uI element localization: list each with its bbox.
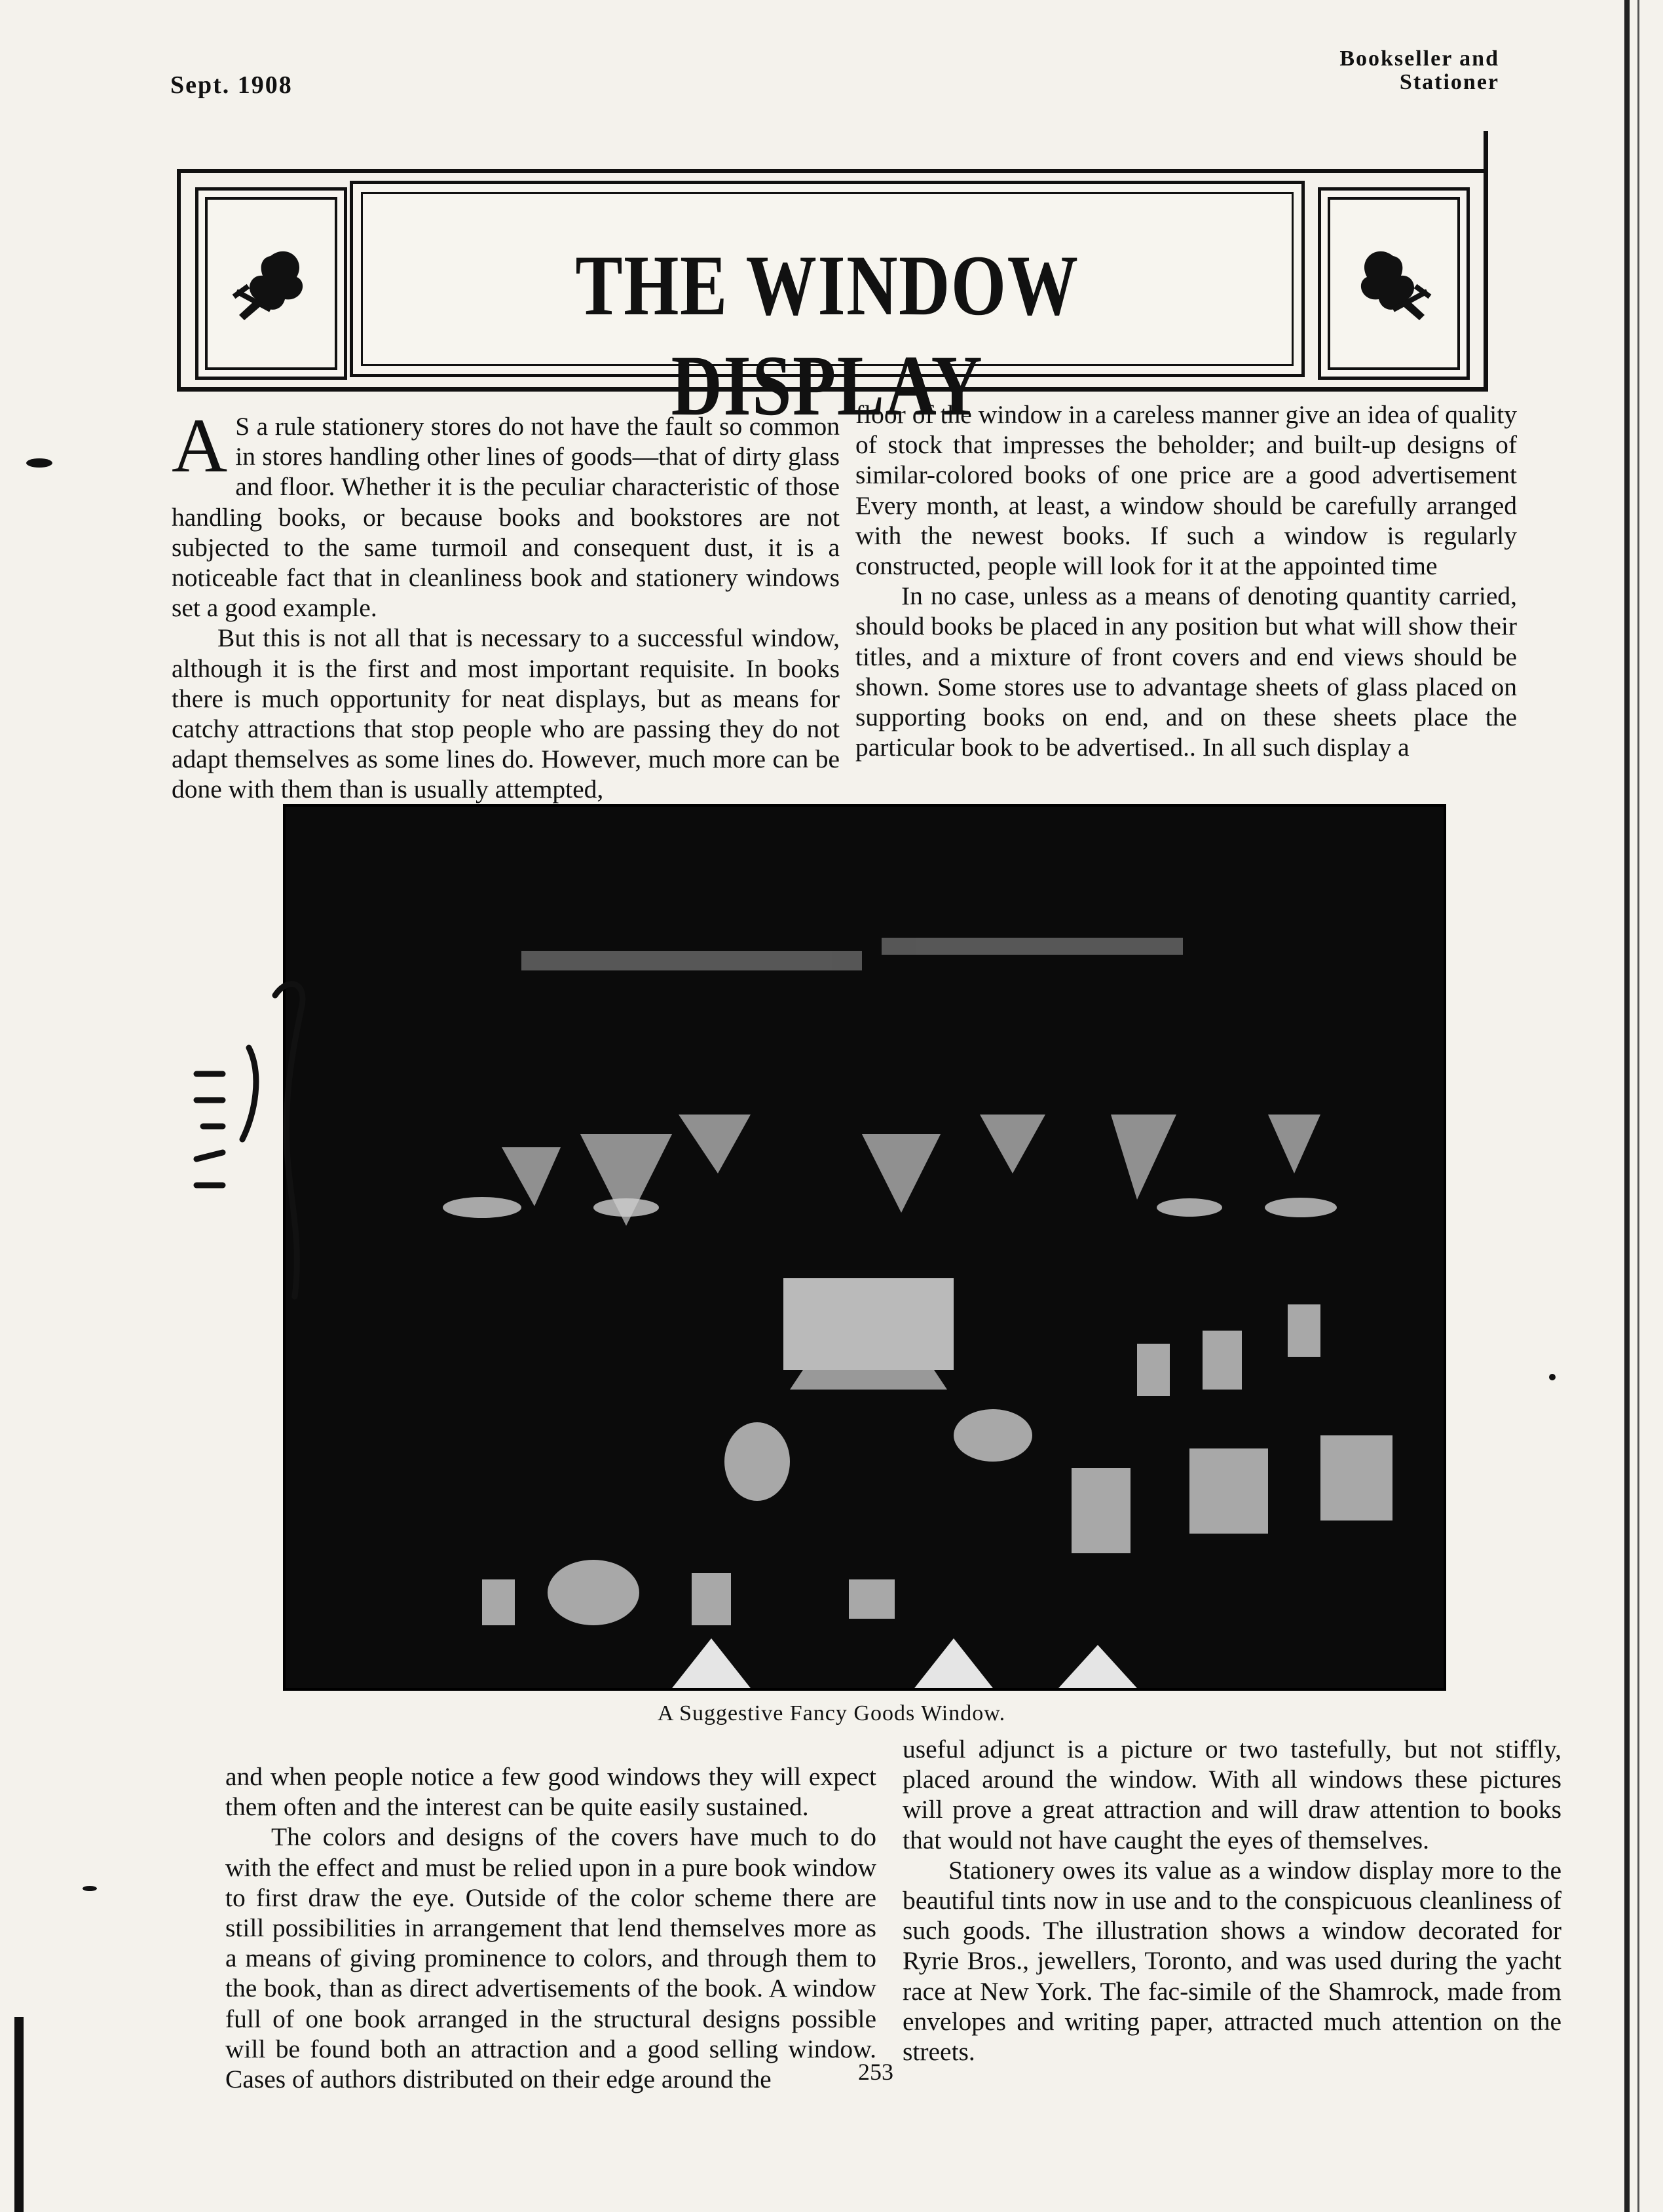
- article-column-top-right: [855, 399, 1517, 762]
- publication-name: [1339, 47, 1499, 94]
- photo-illustration: [286, 807, 1444, 1688]
- banner-top-rule: [177, 169, 1488, 173]
- scan-speck: [1549, 1374, 1556, 1380]
- publication-name-line2: Stationer: [1399, 69, 1499, 94]
- article-paragraph: floor of the window in a careless manner give an idea of quality of stock that impresses the beholder; and built-up designs of similar-colored books of one price are a good advertisement Every month, at least, a window should be carefully arranged with the newest books. If such a window is regularly constructed, people will look for it at the appointed time: [855, 400, 1517, 581]
- title-banner: [177, 131, 1488, 433]
- handwritten-annotation: [151, 969, 373, 1336]
- page-title: THE WINDOW DISPLAY: [575, 237, 1079, 433]
- article-column-bottom-right: [903, 1734, 1561, 2067]
- scan-speck: [83, 1886, 97, 1891]
- article-column-top-left: [172, 403, 840, 805]
- shamrock-ornament-icon: [225, 236, 316, 328]
- article-paragraph: and when people notice a few good windows they will expect them often and the interest can be quite easily sustained.: [225, 1762, 876, 1822]
- shamrock-ornament-icon: [1347, 236, 1439, 328]
- article-paragraph: Stationery owes its value as a window display more to the beautiful tints now in use and to the conspicuous cleanliness of such goods. The illustration shows a window decorated for Ryrie Bros., jewellers, Toronto, and was used during the yacht race at New York. The fac-simile of the Shamrock, made from envelopes and writing paper, attracted much attention on the streets.: [903, 1855, 1561, 2067]
- title-frame: [350, 181, 1305, 433]
- scan-speck: [26, 458, 52, 468]
- banner-left-rule: [177, 169, 181, 392]
- issue-date: Sept. 1908: [170, 71, 293, 99]
- article-opening-paragraph: A S a rule stationery stores do not have the fault so common in stores handling other lines of goods—that of dirty glass and floor. Whether it is the peculiar characteristic of those handling books, or because books and bookstores are not subjected to the same turmoil and consequent dust, it is a noticeable fact that in cleanliness book and stationery windows set a good example.: [172, 403, 840, 623]
- window-display-photo: [283, 804, 1446, 1691]
- ornament-box-left: [195, 187, 347, 380]
- photo-caption: A Suggestive Fancy Goods Window.: [657, 1701, 1006, 1725]
- page-number: 253: [858, 2059, 893, 2085]
- publication-name-line1: Bookseller and: [1339, 46, 1499, 71]
- article-paragraph: useful adjunct is a picture or two tastefully, but not stiffly, placed around the window. With all windows these pictures will prove a great attraction and will draw attention to books that would not have caught the eyes of themselves.: [903, 1735, 1561, 1854]
- article-paragraph: The colors and designs of the covers have much to do with the effect and must be relied upon in a pure book window to first draw the eye. Outside of the color scheme there are still possibilities in arrangement that lend themselves more as a means of giving prominence to colors, and through them to the book, than as direct advertisements of the book. A window full of one book arranged in the structural designs possible will be found both an attraction and a good selling window. Cases of authors distributed on their edge around the: [225, 1822, 876, 2094]
- ornament-box-right: [1318, 187, 1470, 380]
- scan-edge-shadow: [1637, 0, 1639, 2212]
- scan-edge-shadow: [1624, 0, 1630, 2212]
- article-column-bottom-left: [225, 1761, 876, 2094]
- article-paragraph: In no case, unless as a means of denoting quantity carried, should books be placed in any position but what will show their titles, and a mixture of front covers and end views should be shown. Some stores use to advantage sheets of glass placed on supporting books on end, and on these sheets place the particular book to be advertised.. In all such display a: [855, 581, 1517, 762]
- article-paragraph: But this is not all that is necessary to a successful window, although it is the first and most important requisite. In books there is much opportunity for neat displays, but as means for catchy attractions that stop people who are passing they do not adapt themselves as some lines do. However, much more can be done with them than is usually attempted,: [172, 623, 840, 804]
- scan-edge-shadow: [14, 2017, 24, 2212]
- drop-cap: A: [172, 403, 228, 488]
